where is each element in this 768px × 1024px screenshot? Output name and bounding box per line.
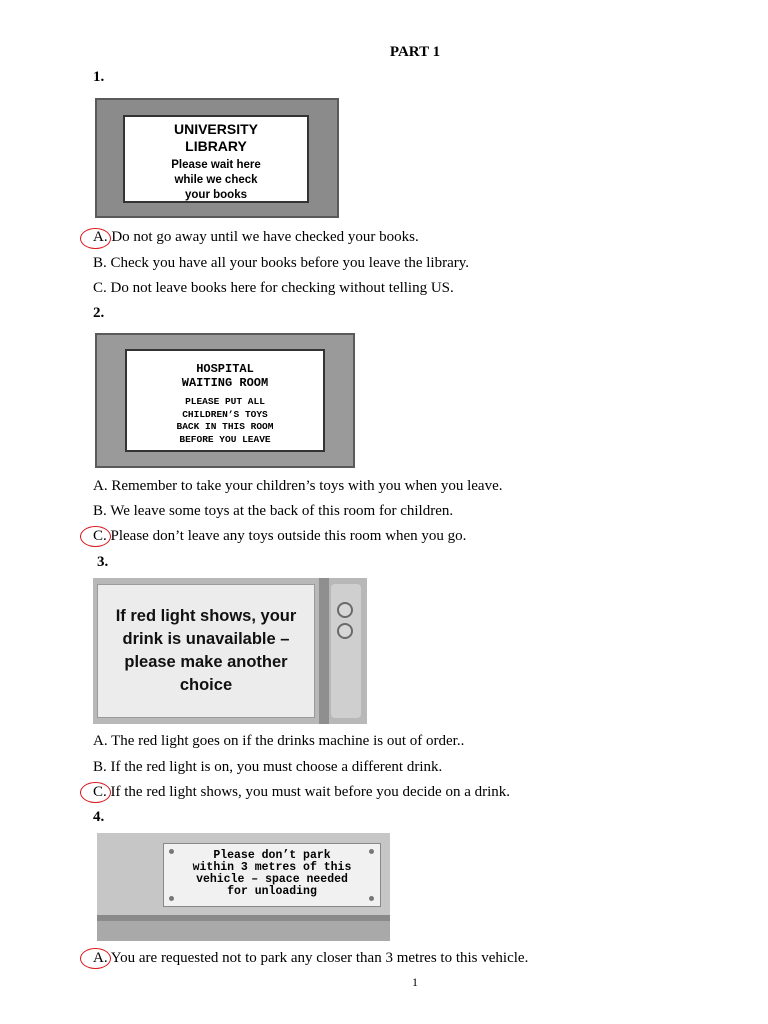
sign-text-line: your books	[185, 189, 247, 201]
option-1a[interactable]	[93, 229, 419, 246]
option-letter: A.	[93, 950, 108, 966]
option-text: Please don’t leave any toys outside this room when you go.	[110, 528, 467, 544]
option-text: The red light goes on if the drinks machine is out of order..	[111, 733, 465, 749]
drinks-machine-sign	[93, 578, 367, 724]
sign-text-line: Please wait here	[171, 159, 261, 171]
option-2a[interactable]	[93, 478, 503, 495]
machine-rail	[319, 578, 329, 724]
indicator-light-icon	[337, 623, 353, 639]
sign-text-line: please make another	[124, 653, 288, 671]
option-2b[interactable]	[93, 503, 453, 520]
sign-heading-line: LIBRARY	[185, 138, 247, 154]
option-letter: C.	[93, 528, 107, 544]
sign-heading-line: UNIVERSITY	[173, 121, 258, 137]
sign-plate	[97, 584, 315, 718]
option-text: Check you have all your books before you leave the library.	[110, 255, 470, 271]
sign-text-line: BACK IN THIS ROOM	[176, 421, 274, 432]
vehicle-parking-sign	[97, 833, 390, 941]
option-letter: B.	[93, 759, 107, 775]
vehicle-panel	[97, 921, 390, 941]
sign-text-line: for unloading	[227, 885, 317, 898]
sign-text-line: If red light shows, your	[115, 607, 297, 625]
option-text: We leave some toys at the back of this room for children.	[110, 503, 454, 519]
question-1-number: 1.	[93, 69, 105, 85]
sign-heading-line: HOSPITAL	[196, 362, 254, 376]
sign-plate	[163, 843, 381, 907]
option-text: Do not go away until we have checked your books.	[111, 229, 419, 245]
option-letter: C.	[93, 784, 107, 800]
sign-text-line: choice	[179, 676, 233, 694]
option-3a[interactable]	[93, 733, 464, 750]
screw-icon	[169, 849, 174, 854]
option-letter: B.	[93, 255, 107, 271]
sign-text-line: within 3 metres of this	[192, 861, 352, 874]
question-4-number: 4.	[93, 809, 105, 825]
option-2c[interactable]	[93, 528, 466, 545]
option-text: Remember to take your children’s toys with you when you leave.	[111, 478, 503, 494]
option-text: You are requested not to park any closer than 3 metres to this vehicle.	[110, 950, 529, 966]
option-letter: C.	[93, 280, 107, 296]
sign-plate	[125, 349, 325, 452]
sign-text-line: CHILDREN’S TOYS	[182, 408, 268, 420]
sign-text-line: PLEASE PUT ALL	[185, 396, 265, 407]
option-letter: A.	[93, 229, 108, 245]
sign-plate	[123, 115, 309, 203]
sign-text-line: drink is unavailable –	[122, 630, 290, 648]
option-1b[interactable]	[93, 255, 469, 272]
university-library-sign	[95, 98, 339, 218]
sign-text-line: vehicle – space needed	[196, 873, 348, 886]
question-3-number: 3.	[97, 554, 109, 570]
option-letter: A.	[93, 478, 108, 494]
screw-icon	[369, 849, 374, 854]
hospital-waiting-room-sign	[95, 333, 355, 468]
sign-text-line: Please don’t park	[213, 849, 331, 862]
screw-icon	[369, 896, 374, 901]
option-text: Do not leave books here for checking without telling US.	[110, 280, 454, 296]
sign-text-line: BEFORE YOU LEAVE	[179, 433, 271, 445]
page-number: 1	[412, 975, 418, 989]
option-text: If the red light is on, you must choose a different drink.	[110, 759, 443, 775]
screw-icon	[169, 896, 174, 901]
option-letter: A.	[93, 733, 108, 749]
option-letter: B.	[93, 503, 107, 519]
page-title: PART 1	[389, 44, 441, 60]
option-3c[interactable]	[93, 784, 510, 801]
indicator-light-icon	[337, 602, 353, 618]
option-text: If the red light shows, you must wait before you decide on a drink.	[110, 784, 511, 800]
option-3b[interactable]	[93, 759, 442, 776]
question-2-number: 2.	[93, 305, 105, 321]
option-1c[interactable]	[93, 280, 454, 297]
sign-heading-line: WAITING ROOM	[181, 376, 269, 390]
sign-text-line: while we check	[174, 174, 258, 186]
option-4a[interactable]	[93, 950, 528, 967]
